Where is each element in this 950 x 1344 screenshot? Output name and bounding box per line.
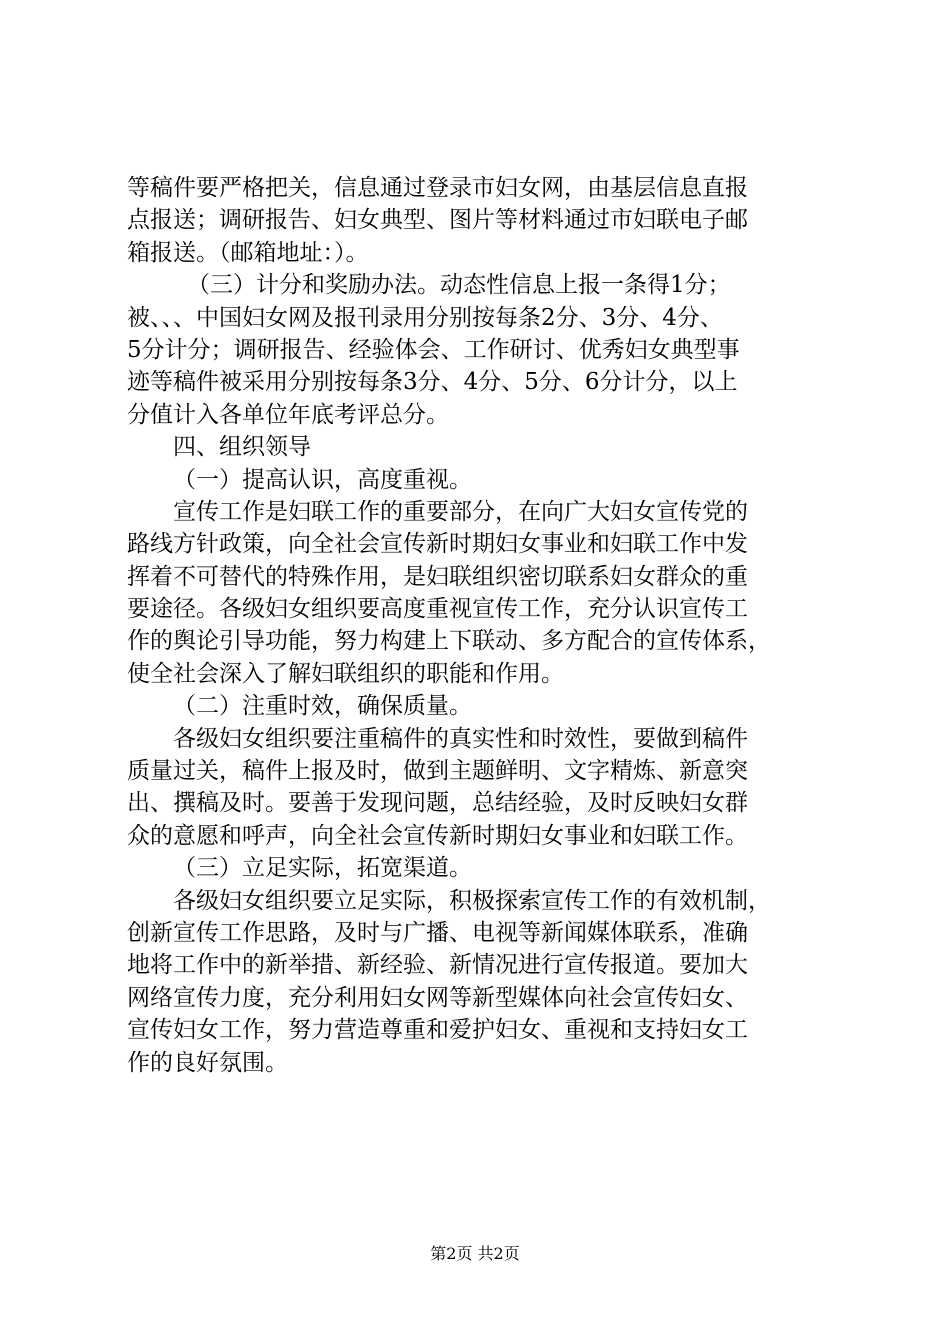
section-heading: （三）计分和奖励办法。动态性信息上报一条得1分； bbox=[187, 272, 731, 299]
text-line: 地将工作中的新举措、新经验、新情况进行宣传报道。要加大 bbox=[127, 952, 748, 979]
text-line: 众的意愿和呼声，向全社会宣传新时期妇女事业和妇联工作。 bbox=[127, 822, 748, 849]
text-line: 迹等稿件被采用分别按每条3分、4分、5分、6分计分，以上 bbox=[127, 369, 738, 396]
text-line: 被、、、中国妇女网及报刊录用分别按每条2分、3分、4分、 bbox=[127, 304, 723, 331]
subsection-heading: （二）注重时效，确保质量。 bbox=[173, 693, 472, 720]
paragraph-first-line: 各级妇女组织要立足实际，积极探索宣传工作的有效机制， bbox=[173, 887, 771, 914]
page-number-label: 第2页 共2页 bbox=[430, 1244, 520, 1263]
paragraph-first-line: 宣传工作是妇联工作的重要部分，在向广大妇女宣传党的 bbox=[173, 498, 748, 525]
text-line: 分值计入各单位年底考评总分。 bbox=[127, 401, 449, 428]
text-line: 作的良好氛围。 bbox=[127, 1049, 288, 1076]
text-line: 作的舆论引导功能，努力构建上下联动、多方配合的宣传体系， bbox=[127, 628, 771, 655]
text-line: 点报送；调研报告、妇女典型、图片等材料通过市妇联电子邮 bbox=[127, 207, 748, 234]
subsection-heading: （三）立足实际，拓宽渠道。 bbox=[173, 855, 472, 882]
paragraph-first-line: 各级妇女组织要注重稿件的真实性和时效性，要做到稿件 bbox=[173, 725, 748, 752]
section-heading: 四、组织领导 bbox=[173, 434, 311, 461]
text-line: 创新宣传工作思路，及时与广播、电视等新闻媒体联系，准确 bbox=[127, 919, 748, 946]
text-line: 等稿件要严格把关，信息通过登录市妇女网，由基层信息直报 bbox=[127, 175, 748, 201]
text-line: 箱报送。（邮箱地址：）。 bbox=[127, 239, 369, 266]
document-body bbox=[127, 172, 827, 1079]
text-line: 挥着不可替代的特殊作用，是妇联组织密切联系妇女群众的重 bbox=[127, 563, 748, 590]
text-line: 网络宣传力度，充分利用妇女网等新型媒体向社会宣传妇女、 bbox=[127, 984, 748, 1011]
text-line: 出、撰稿及时。要善于发现问题，总结经验，及时反映妇女群 bbox=[127, 790, 748, 817]
text-line: 质量过关，稿件上报及时，做到主题鲜明、文字精炼、新意突 bbox=[127, 758, 748, 785]
text-line: 使全社会深入了解妇联组织的职能和作用。 bbox=[127, 660, 564, 687]
text-line: 要途径。各级妇女组织要高度重视宣传工作，充分认识宣传工 bbox=[127, 596, 748, 623]
text-line: 路线方针政策，向全社会宣传新时期妇女事业和妇联工作中发 bbox=[127, 531, 748, 558]
page-footer bbox=[0, 1242, 950, 1266]
text-line: 宣传妇女工作，努力营造尊重和爱护妇女、重视和支持妇女工 bbox=[127, 1017, 748, 1044]
text-line: 5分计分；调研报告、经验体会、工作研讨、优秀妇女典型事 bbox=[127, 336, 740, 363]
subsection-heading: （一）提高认识，高度重视。 bbox=[173, 466, 472, 493]
